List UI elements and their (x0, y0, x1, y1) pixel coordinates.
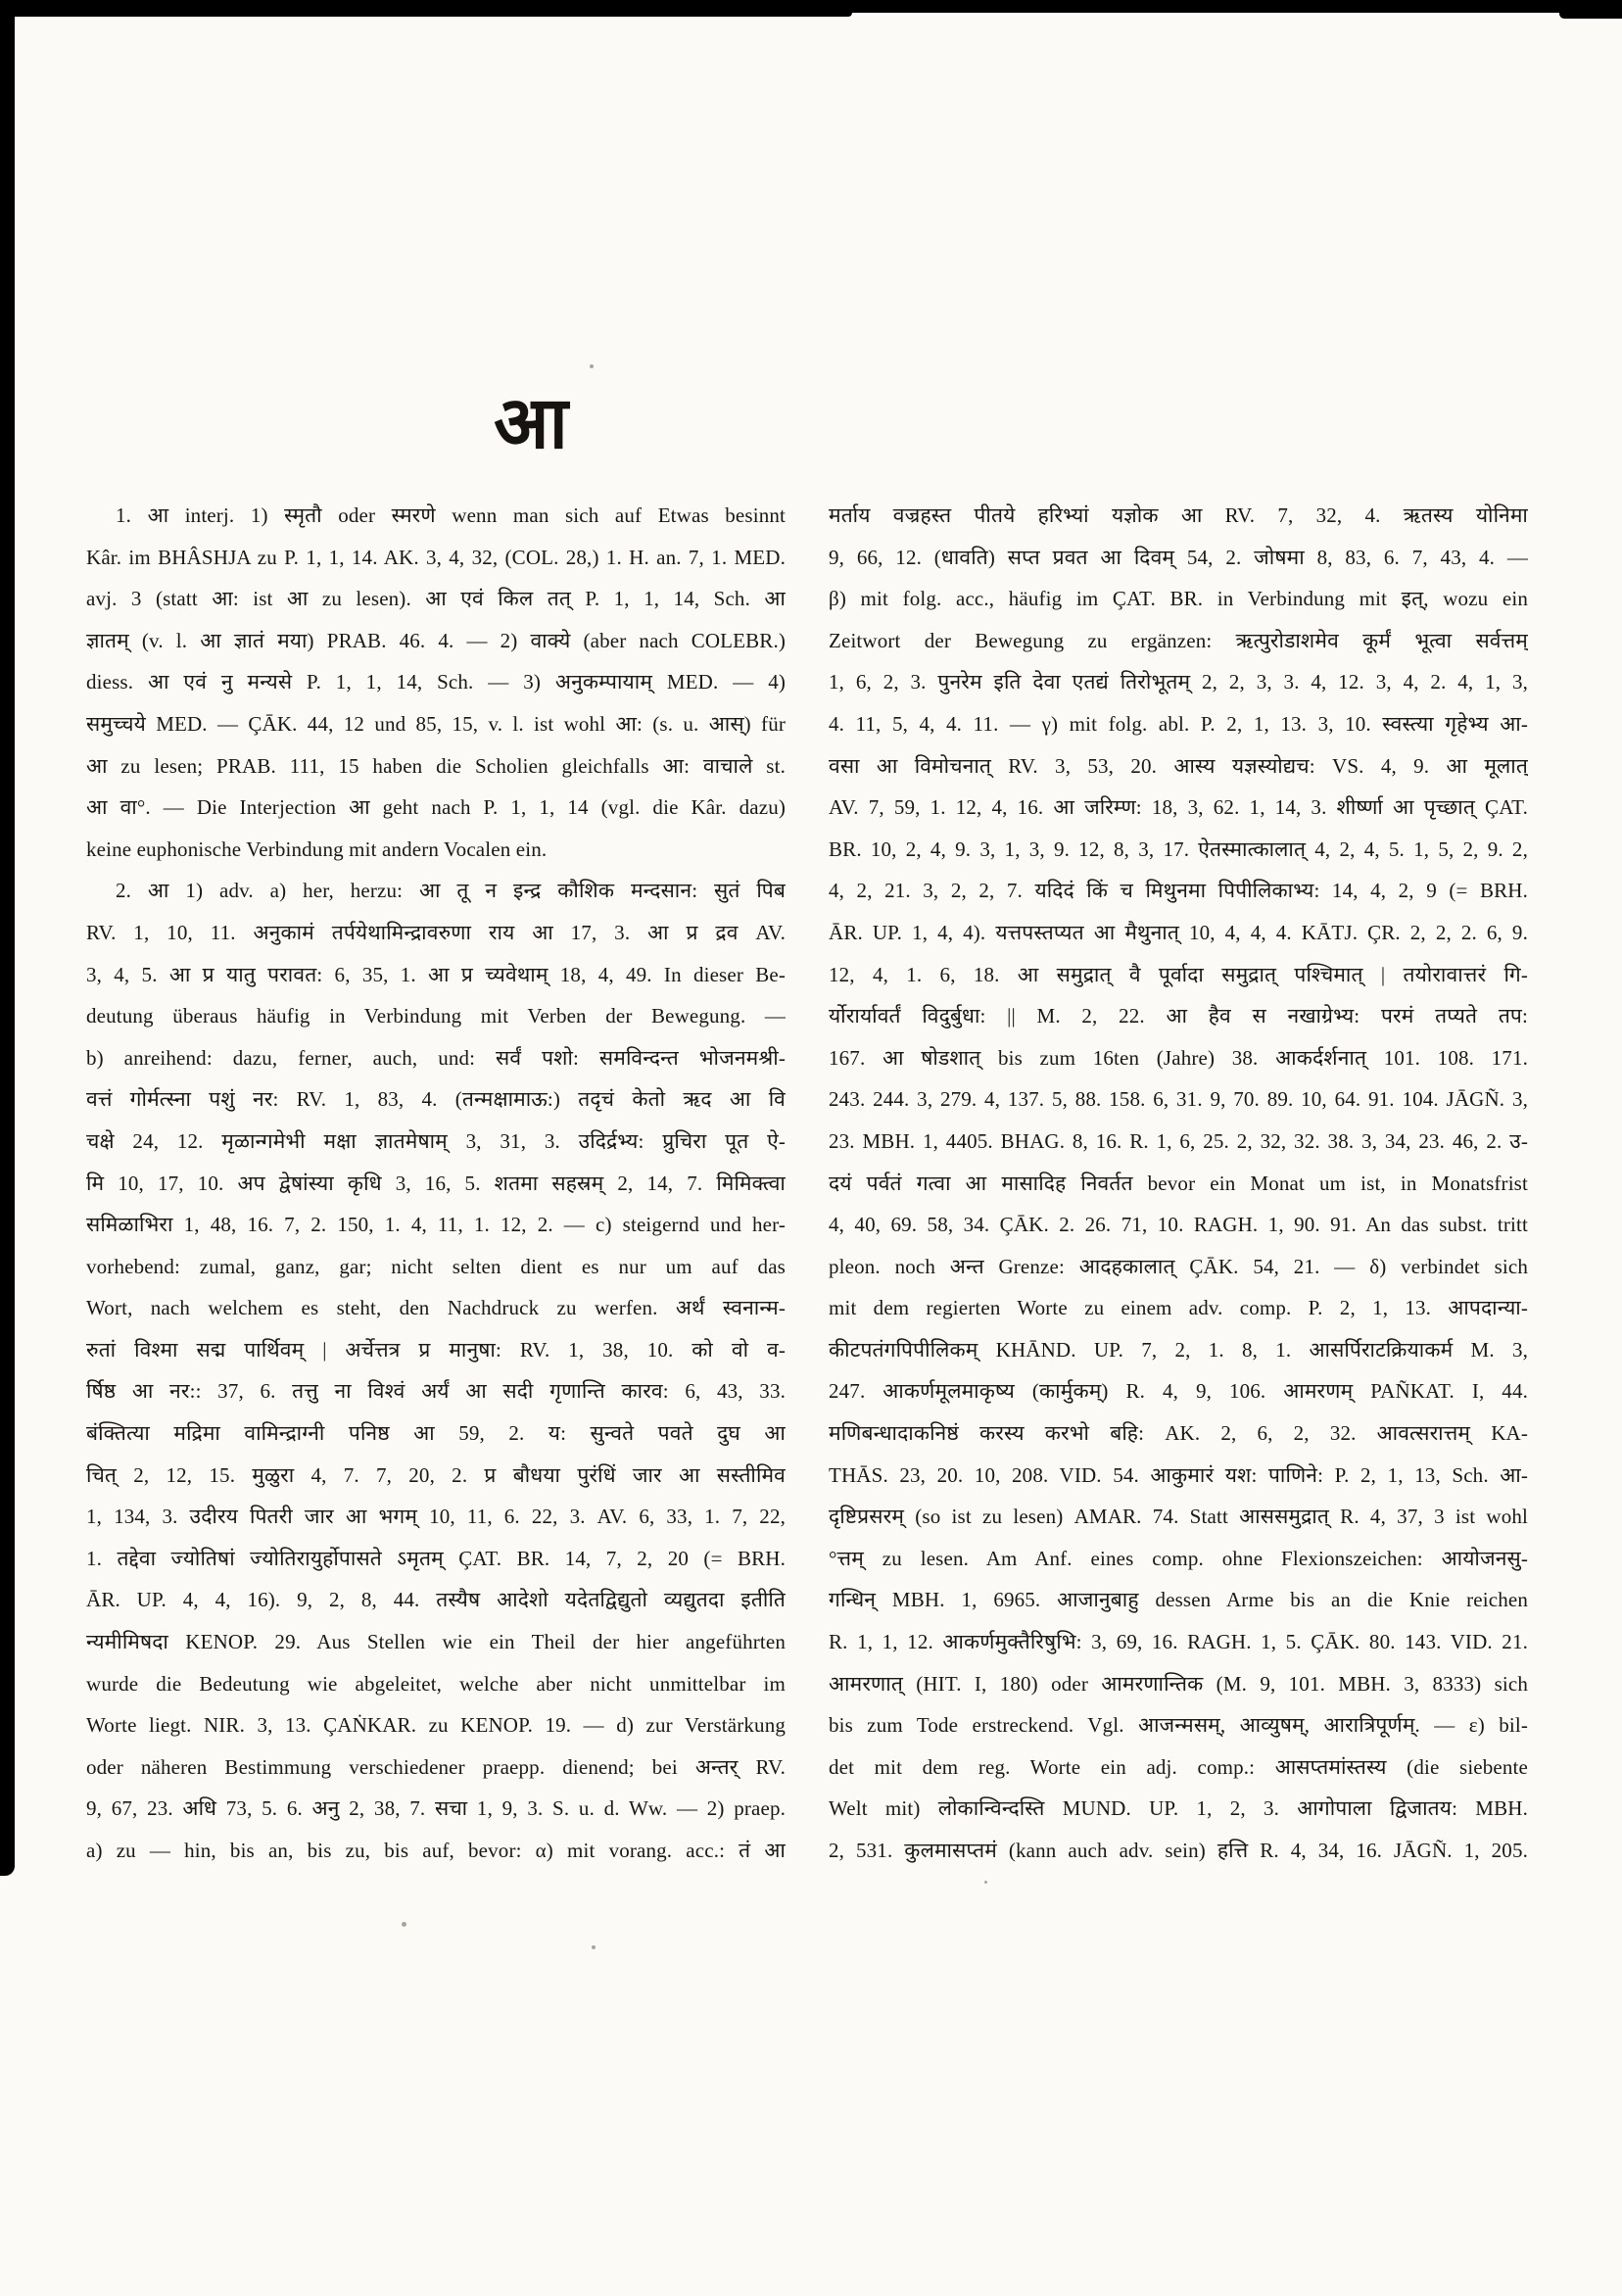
text-line: रुतां विश्मा सद्म पार्थिवम् | अर्चेत्तत्र प्र मानुषा: RV. 1, 38, 10. को वो व- (86, 1337, 786, 1362)
text-line: deutung überaus häufig in Verbindung mit Verben der Bewegung. — (86, 1004, 786, 1028)
text-line: Welt mit) लोकान्विन्दस्ति MUND. UP. 1, 2, 3. आगोपाला द्विजातय: MBH. (829, 1796, 1528, 1821)
text-line: 1. तद्देवा ज्योतिषां ज्योतिरायुर्होपासते ऽमृतम् ÇAT. BR. 14, 7, 2, 20 (= BRH. (86, 1546, 786, 1570)
text-line: आमरणात् (HIT. I, 180) oder आमरणान्तिक (M. 9, 101. MBH. 3, 8333) sich (829, 1671, 1528, 1696)
text-line: BR. 10, 2, 4, 9. 3, 1, 3, 9. 12, 8, 3, 17. ऐतस्मात्कालात् 4, 2, 4, 5. 1, 5, 2, 9. 2, (829, 837, 1528, 861)
text-line: दृष्टिप्रसरम् (so ist zu lesen) AMAR. 74. Statt आससमुद्रात् R. 4, 37, 3 ist wohl (829, 1505, 1528, 1529)
text-line: °त्तम् zu lesen. Am Anf. eines comp. ohne Flexionszeichen: आयोजनसु- (829, 1546, 1528, 1570)
text-line: wurde die Bedeutung wie abgeleitet, welche aber nicht unmittelbar im (86, 1671, 786, 1696)
text-line: 1, 134, 3. उदीरय पितरी जार आ भगम् 10, 11, 6. 22, 3. AV. 6, 33, 1. 7, 22, (86, 1505, 786, 1529)
text-line: समुच्चये MED. — ÇĀK. 44, 12 und 85, 15, v. l. ist wohl आ: (s. u. आस्) für (86, 711, 786, 736)
text-line: 2. आ 1) adv. a) her, herzu: आ तू न इन्द्र कौशिक मन्दसान: सुतं पिब (116, 879, 786, 903)
text-line: 167. आ षोडशात् bis zum 16ten (Jahre) 38. आकर्दर्शनात् 101. 108. 171. (829, 1045, 1528, 1070)
text-line: R. 1, 1, 12. आकर्णमुक्तैरिषुभि: 3, 69, 16. RAGH. 1, 5. ÇĀK. 80. 143. VID. 21. (829, 1630, 1528, 1654)
text-line: RV. 1, 10, 11. अनुकामं तर्पयेथामिन्द्रावरुणा राय आ 17, 3. आ प्र द्रव AV. (86, 920, 786, 944)
page-heading-letter: आ (494, 384, 568, 464)
text-line: चक्षे 24, 12. मृळान्गमेभी मक्षा ज्ञातमेषाम् 3, 31, 3. उदिर्द्रभ्य: प्रुचिरा पूत ऐ- (86, 1128, 786, 1153)
dust-speck (402, 1922, 406, 1927)
text-line: mit dem regierten Worte zu einem adv. comp. P. 2, 1, 13. आपदान्या- (829, 1296, 1528, 1320)
text-line: oder näheren Bestimmung verschiedener praepp. dienend; bei अन्तर् RV. (86, 1754, 786, 1779)
text-line: THĀS. 23, 20. 10, 208. VID. 54. आकुमारं यश: पाणिने: P. 2, 1, 13, Sch. आ- (829, 1462, 1528, 1487)
text-line: मि 10, 17, 10. अप द्वेषांस्या कृधि 3, 16, 5. शतमा सहस्रम् 2, 14, 7. मिमिक्त्वा (86, 1171, 786, 1195)
text-line: 4. 11, 5, 4, 4. 11. — γ) mit folg. abl. P. 2, 1, 13. 3, 10. स्वस्त्या गृहेभ्य आ- (829, 711, 1528, 736)
text-line: β) mit folg. acc., häufig im ÇAT. BR. in Verbindung mit इत्, wozu ein (829, 587, 1528, 611)
text-line: 1. आ interj. 1) स्मृतौ oder स्मरणे wenn man sich auf Etwas besinnt (116, 503, 786, 527)
text-line: आ zu lesen; PRAB. 111, 15 haben die Scholien gleichfalls आ: वाचाले st. (86, 753, 786, 778)
text-line: गन्धिन् MBH. 1, 6965. आजानुबाहु dessen Arme bis an die Knie reichen (829, 1588, 1528, 1612)
text-line: 1, 6, 2, 3. पुनरेम इति देवा एतद्यं तिरोभूतम् 2, 2, 3, 3. 4, 12. 3, 4, 2. 4, 1, 3, (829, 670, 1528, 694)
text-line: b) anreihend: dazu, ferner, auch, und: सर्वं पशो: समविन्दन्त भोजनमश्री- (86, 1045, 786, 1070)
text-line: ĀR. UP. 4, 4, 16). 9, 2, 8, 44. तस्यैष आदेशो यदेतद्विद्युतो व्यद्युतदा इतीति (86, 1588, 786, 1612)
scan-edge-top-right (1559, 0, 1622, 19)
text-line: 4, 2, 21. 3, 2, 2, 7. यदिदं किं च मिथुनमा पिपीलिकाभ्य: 14, 4, 2, 9 (= BRH. (829, 879, 1528, 903)
text-line: a) zu — hin, bis an, bis zu, bis auf, bevor: α) mit vorang. acc.: तं आ (86, 1839, 786, 1862)
text-line: diess. आ एवं नु मन्यसे P. 1, 1, 14, Sch. — 3) अनुकम्पायाम् MED. — 4) (86, 670, 786, 694)
text-line: 3, 4, 5. आ प्र यातु परावत: 6, 35, 1. आ प्र च्यवेथाम् 18, 4, 49. In dieser Be- (86, 962, 786, 986)
text-line: 12, 4, 1. 6, 18. आ समुद्रात् वै पूर्वादा समुद्रात् पश्चिमात् | तयोरावात्तरं गि- (829, 962, 1528, 986)
text-line: वत्तं गोर्मत्स्ना पशुं नर: RV. 1, 83, 4. (तन्मक्षामाऊ:) तदृचं केतो ऋद आ वि (86, 1087, 786, 1112)
text-line: र्षिष्ठ आ नर:: 37, 6. तत्तु ना विश्वं अर्यं आ सदी गृणान्ति कारव: 6, 43, 33. (86, 1379, 786, 1404)
text-line: समिळाभिरा 1, 48, 16. 7, 2. 150, 1. 4, 11, 1. 12, 2. — c) steigernd und her- (86, 1213, 786, 1237)
text-line: वसा आ विमोचनात् RV. 3, 53, 20. आस्य यज्ञस्योद्यच: VS. 4, 9. आ मूलात् (829, 753, 1528, 778)
text-line: चित् 2, 12, 15. मुळुरा 4, 7. 7, 20, 2. प्र बौधया पुरंधिं जार आ सस्तीमिव (86, 1462, 786, 1487)
dust-speck (984, 1881, 987, 1884)
text-line: मणिबन्धादाकनिष्ठं करस्य करभो बहि: AK. 2, 6, 2, 32. आवत्सरात्तम् KA- (829, 1421, 1528, 1446)
text-line: आ वा°. — Die Interjection आ geht nach P. 1, 1, 14 (vgl. die Kâr. dazu) (86, 795, 786, 820)
text-line: vorhebend: zumal, ganz, gar; nicht selten dient es nur um auf das (86, 1254, 786, 1278)
text-line: ज्ञातम् (v. l. आ ज्ञातं मया) PRAB. 46. 4. — 2) वाक्ये (aber nach COLEBR.) (86, 628, 786, 652)
text-column-left (86, 495, 786, 1872)
text-column-right (829, 495, 1528, 1872)
text-line: र्योरार्यावर्तं विदुर्बुधा: || M. 2, 22. आ हैव स नखाग्रेभ्य: परमं तप्यते तप: (829, 1004, 1528, 1028)
text-line: न्यमीमिषदा KENOP. 29. Aus Stellen wie ein Theil der hier angeführten (86, 1630, 786, 1654)
text-line: det mit dem reg. Worte ein adj. comp.: आसप्तमांस्तस्य (die siebente (829, 1754, 1528, 1779)
text-line: keine euphonische Verbindung mit andern Vocalen ein. (86, 837, 548, 861)
text-line: bis zum Tode erstreckend. Vgl. आजन्मसम्, आव्युषम्, आरात्रिपूर्णम्. — ε) bil- (829, 1713, 1528, 1738)
text-line: 9, 67, 23. अधि 73, 5. 6. अनु 2, 38, 7. सचा 1, 9, 3. S. u. d. Ww. — 2) praep. (86, 1796, 786, 1821)
text-line: Worte liegt. NIR. 3, 13. ÇAṄKAR. zu KENOP. 19. — d) zur Verstärkung (86, 1713, 786, 1738)
text-line: avj. 3 (statt आ: ist आ zu lesen). आ एवं किल तत् P. 1, 1, 14, Sch. आ (86, 587, 786, 611)
text-line: बंक्तित्या मद्रिमा वामिन्द्राग्नी पनिष्ठ आ 59, 2. य: सुन्वते पवते दुघ आ (86, 1421, 786, 1446)
text-line: Wort, nach welchem es steht, den Nachdruck zu werfen. अर्थं स्वनान्म- (86, 1296, 786, 1320)
scan-edge-top (0, 0, 1622, 13)
text-line: ĀR. UP. 1, 4, 4). यत्तपस्तप्यत आ मैथुनात् 10, 4, 4, 4. KĀTJ. ÇR. 2, 2, 2. 6, 9. (829, 920, 1528, 944)
scan-edge-left (0, 0, 15, 1876)
dust-speck (592, 1945, 596, 1949)
text-line: Zeitwort der Bewegung zu ergänzen: ऋत्पुरोडाशमेव कूर्मं भूत्वा सर्वत्तम् (829, 628, 1528, 652)
scan-edge-top-irregular (0, 13, 852, 17)
dust-speck (590, 364, 594, 368)
text-line: कीटपतंगपिपीलिकम् KHĀND. UP. 7, 2, 1. 8, 1. आसर्पिराटक्रियाकर्म M. 3, (829, 1337, 1528, 1362)
text-line: 243. 244. 3, 279. 4, 137. 5, 88. 158. 6, 31. 9, 70. 89. 10, 64. 91. 104. JĀGÑ. 3, (829, 1087, 1528, 1112)
text-line: दयं पर्वतं गत्वा आ मासादिह निवर्तत bevor ein Monat um ist, in Monatsfrist (829, 1171, 1528, 1195)
text-line: 2, 531. कुलमासप्तमं (kann auch adv. sein) हत्ति R. 4, 34, 16. JĀGÑ. 1, 205. (829, 1839, 1528, 1862)
text-line: AV. 7, 59, 1. 12, 4, 16. आ जरिम्ण: 18, 3, 62. 1, 14, 3. शीर्ष्णा आ पृच्छात् ÇAT. (829, 795, 1528, 820)
text-line: 4, 40, 69. 58, 34. ÇĀK. 2. 26. 71, 10. RAGH. 1, 90. 91. An das subst. tritt (829, 1213, 1528, 1237)
text-line: मर्ताय वज्रहस्त पीतये हरिभ्यां यज्ञोक आ RV. 7, 32, 4. ऋतस्य योनिमा (829, 503, 1528, 527)
text-line: Kâr. im BHÂSHJA zu P. 1, 1, 14. AK. 3, 4, 32, (COL. 28,) 1. H. an. 7, 1. MED. (86, 545, 786, 569)
text-line: pleon. noch अन्त Grenze: आदहकालात् ÇĀK. 54, 21. — δ) verbindet sich (829, 1254, 1528, 1278)
text-line: 247. आकर्णमूलमाकृष्य (कार्मुकम्) R. 4, 9, 106. आमरणम् PAÑKAT. I, 44. (829, 1379, 1528, 1404)
text-line: 9, 66, 12. (धावति) सप्त प्रवत आ दिवम् 54, 2. जोषमा 8, 83, 6. 7, 43, 4. — (829, 545, 1528, 569)
text-line: 23. MBH. 1, 4405. BHAG. 8, 16. R. 1, 6, 25. 2, 32, 32. 38. 3, 34, 23. 46, 2. उ- (829, 1128, 1528, 1153)
